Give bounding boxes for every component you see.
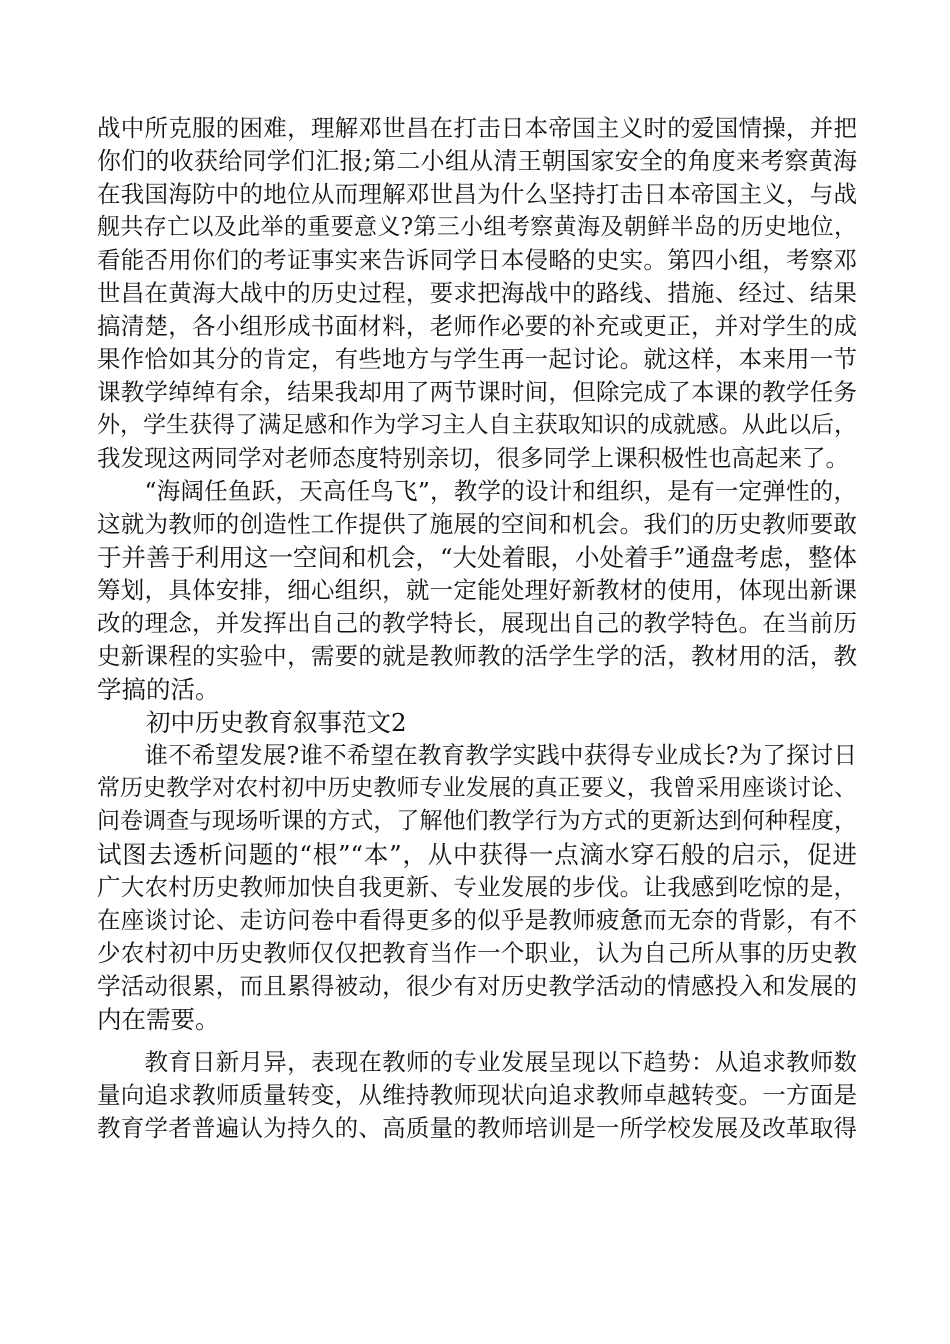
text-line: 于并善于利用这一空间和机会，“大处着眼，小处着手”通盘考虑，整体 xyxy=(97,543,858,572)
text-line: 在座谈讨论、走访问卷中看得更多的似乎是教师疲惫而无奈的背影，有不 xyxy=(97,906,857,934)
text-line: 常历史教学对农村初中历史教师专业发展的真正要义，我曾采用座谈讨论、 xyxy=(97,775,857,801)
text-line: 看能否用你们的考证事实来告诉同学日本侵略的史实。第四小组，考察邓 xyxy=(97,246,857,274)
text-line: 你们的收获给同学们汇报;第二小组从清王朝国家安全的角度来考察黄海 xyxy=(97,147,857,175)
text-line: 教育日新月异，表现在教师的专业发展呈现以下趋势：从追求教师数 xyxy=(97,1048,857,1076)
text-line: 舰共存亡以及此举的重要意义?第三小组考察黄海及朝鲜半岛的历史地位， xyxy=(97,214,857,240)
text-line: 谁不希望发展?谁不希望在教育教学实践中获得专业成长?为了探讨日 xyxy=(97,741,857,769)
text-line: 量向追求教师质量转变，从维持教师现状向追求教师卓越转变。一方面是 xyxy=(97,1081,857,1109)
text-line: 学搞的活。 xyxy=(97,675,220,704)
text-line: 筹划，具体安排，细心组织，就一定能处理好新教材的使用，体现出新课 xyxy=(97,576,857,604)
paragraph-1 xyxy=(97,112,857,475)
document-page xyxy=(97,112,857,1145)
text-line: 果作恰如其分的肯定，有些地方与学生再一起讨论。就这样，本来用一节 xyxy=(97,345,857,373)
text-line: 世昌在黄海大战中的历史过程，要求把海战中的路线、措施、经过、结果 xyxy=(97,279,857,307)
paragraph-2 xyxy=(97,475,857,706)
text-line: 少农村初中历史教师仅仅把教育当作一个职业，认为自己所从事的历史教 xyxy=(97,939,857,967)
paragraph-4 xyxy=(97,1046,857,1145)
text-line: 问卷调查与现场听课的方式，了解他们教学行为方式的更新达到何种程度， xyxy=(97,808,857,834)
text-line: 在我国海防中的地位从而理解邓世昌为什么坚持打击日本帝国主义，与战 xyxy=(97,180,857,208)
paragraph-3 xyxy=(97,739,857,1036)
text-line: 教育学者普遍认为持久的、高质量的教师培训是一所学校发展及改革取得 xyxy=(97,1114,857,1142)
text-line: 学活动很累，而且累得被动，很少有对历史教学活动的情感投入和发展的 xyxy=(97,972,857,1000)
text-line: 这就为教师的创造性工作提供了施展的空间和机会。我们的历史教师要敢 xyxy=(97,510,857,538)
text-line: 试图去透析问题的“根”“本”，从中获得一点滴水穿石般的启示，促进 xyxy=(97,840,857,869)
text-line: 我发现这两同学对老师态度特别亲切，很多同学上课积极性也高起来了。 xyxy=(97,444,849,472)
text-line: 改的理念，并发挥出自己的教学特长，展现出自己的教学特色。在当前历 xyxy=(97,609,857,637)
text-line: 搞清楚，各小组形成书面材料，老师作必要的补充或更正，并对学生的成 xyxy=(97,312,857,340)
text-line: 课教学绰绰有余，结果我却用了两节课时间，但除完成了本课的教学任务 xyxy=(97,378,857,406)
text-line: 史新课程的实验中，需要的就是教师教的活学生学的活，教材用的活，教 xyxy=(97,642,857,670)
text-line: 广大农村历史教师加快自我更新、专业发展的步伐。让我感到吃惊的是， xyxy=(97,873,857,901)
text-line: 内在需要。 xyxy=(97,1005,220,1034)
text-line: 外，学生获得了满足感和作为学习主人自主获取知识的成就感。从此以后， xyxy=(97,412,857,438)
heading-text: 初中历史教育叙事范文2 xyxy=(97,708,407,737)
paragraph-spacer xyxy=(97,1036,857,1046)
text-line: “海阔任鱼跃，天高任鸟飞”，教学的设计和组织，是有一定弹性的， xyxy=(97,477,857,505)
text-line: 战中所克服的困难，理解邓世昌在打击日本帝国主义时的爱国情操，并把 xyxy=(97,114,857,142)
section-heading xyxy=(97,706,857,739)
